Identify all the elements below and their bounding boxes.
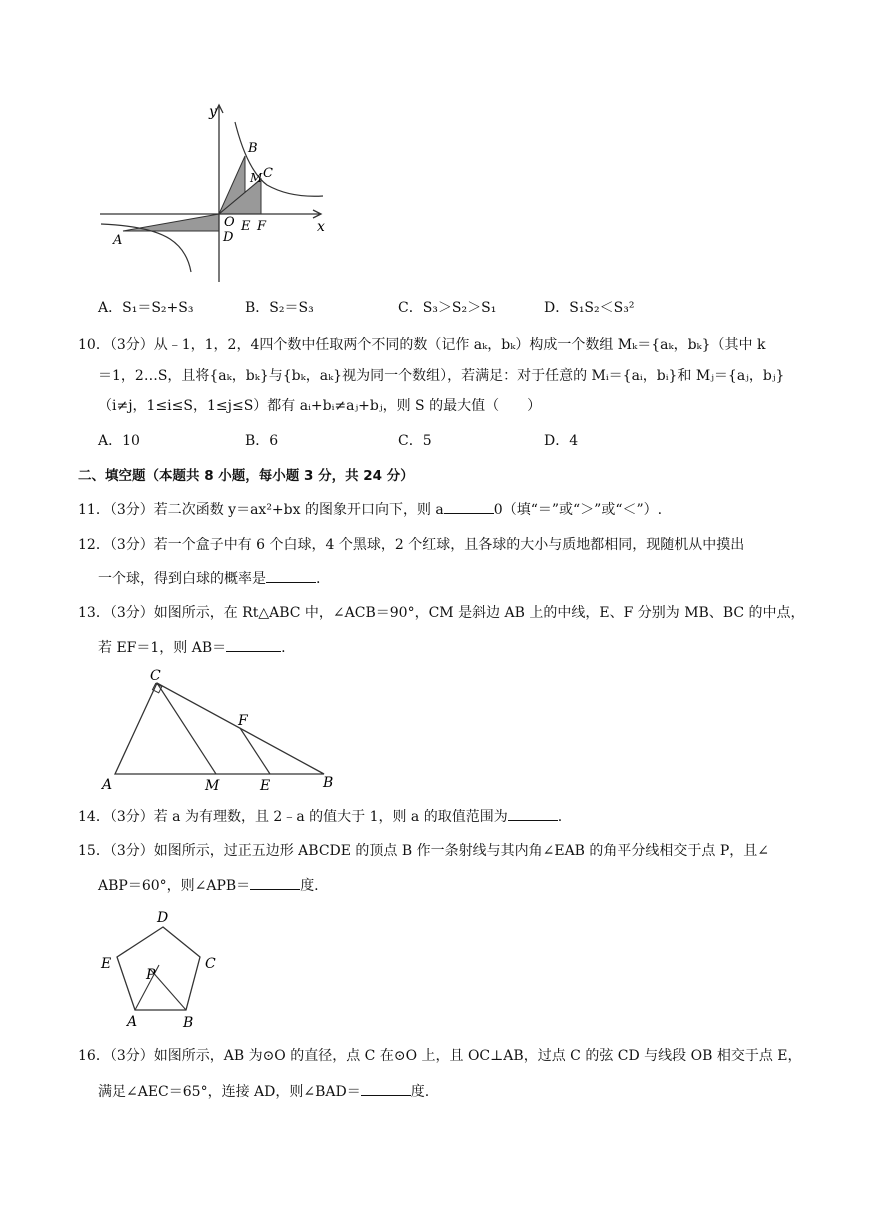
label-a: A	[127, 1014, 138, 1030]
label-e: E	[260, 778, 271, 794]
q14-text-after: .	[557, 809, 563, 825]
q10-line-2: ＝1，2…S，且将{aₖ，bₖ}与{bₖ，aₖ}视为同一个数组），若满足：对于任意的 Mᵢ＝{aᵢ，bᵢ}和 Mⱼ＝{aⱼ，bⱼ}	[98, 368, 785, 384]
triangle-abc	[115, 683, 324, 774]
figure-q9-graph	[95, 100, 335, 285]
q9-option-c: C．S₃＞S₂＞S₁	[398, 300, 497, 316]
label-a: A	[102, 777, 113, 793]
label-c: C	[205, 956, 216, 972]
label-d: D	[157, 910, 169, 926]
label-b: B	[183, 1015, 194, 1031]
label-m: M	[250, 171, 263, 185]
figure-q15-pentagon	[95, 905, 225, 1033]
section-2-heading: 二、填空题（本题共 8 小题，每小题 3 分，共 24 分）	[78, 468, 414, 484]
label-c: C	[150, 668, 161, 684]
q9-option-a: A．S₁＝S₂+S₃	[98, 300, 194, 316]
figure-q13-triangle	[95, 665, 345, 795]
label-f: F	[257, 219, 267, 234]
q16-answer-blank	[361, 1081, 411, 1096]
label-f: F	[238, 713, 248, 729]
q16-line-2	[98, 1081, 429, 1102]
segment-cm	[157, 683, 216, 774]
label-b: B	[323, 775, 334, 791]
q16-text-before: 满足∠AEC＝65°，连接 AD，则∠BAD＝	[98, 1084, 361, 1100]
label-b: B	[248, 141, 258, 156]
label-d: D	[223, 230, 234, 245]
q11-text-after: 0（填“＝”或“＞”或“＜”）.	[493, 502, 663, 518]
q14-text-before: 14．（3分）若 a 为有理数，且 2﹣a 的值大于 1，则 a 的取值范围为	[78, 809, 508, 825]
q12-answer-blank	[266, 568, 316, 583]
q16-line-1: 16．（3分）如图所示，AB 为⊙O 的直径，点 C 在⊙O 上，且 OC⊥AB，过点 C 的弦 CD 与线段 OB 相交于点 E，	[78, 1048, 802, 1064]
q9-option-d: D．S₁S₂＜S₃²	[544, 300, 635, 316]
pentagon-abcde	[117, 927, 200, 1010]
q13-line-2	[98, 637, 286, 658]
q13-answer-blank	[226, 637, 281, 652]
q10-option-d: D．4	[544, 433, 579, 449]
q10-line-3: （i≠j，1≤i≤S，1≤j≤S）都有 aᵢ+bᵢ≠aⱼ+bⱼ，则 S 的最大值（ ）	[98, 398, 542, 414]
label-c: C	[263, 166, 273, 181]
label-e: E	[101, 956, 112, 972]
q15-text-before: ABP＝60°，则∠APB＝	[98, 878, 251, 894]
q16-text-after: 度.	[410, 1084, 430, 1100]
label-p: P	[146, 967, 156, 983]
q15-line-2	[98, 875, 319, 896]
label-m: M	[205, 778, 220, 794]
q11	[78, 499, 662, 520]
q10-option-c: C．5	[398, 433, 432, 449]
q12-text-before: 一个球，得到白球的概率是	[98, 571, 266, 587]
label-a: A	[113, 233, 123, 248]
label-y: y	[209, 104, 217, 120]
q11-text-before: 11．（3分）若二次函数 y＝ax²+bx 的图象开口向下，则 a	[78, 502, 444, 518]
q10-option-a: A．10	[98, 433, 140, 449]
q12-line-2	[98, 568, 320, 589]
q12-line-1: 12．（3分）若一个盒子中有 6 个白球，4 个黑球，2 个红球，且各球的大小与质地都相同，现随机从中摸出	[78, 537, 745, 553]
label-o: O	[224, 215, 235, 230]
q14	[78, 806, 562, 827]
q9-option-b: B．S₂＝S₃	[245, 300, 314, 316]
q13-line-1: 13．（3分）如图所示，在 Rt△ABC 中，∠ACB＝90°，CM 是斜边 AB 上的中线，E、F 分别为 MB、BC 的中点，	[78, 605, 805, 621]
q14-answer-blank	[508, 806, 558, 821]
q13-text-before: 若 EF＝1，则 AB＝	[98, 640, 227, 656]
q15-answer-blank	[250, 875, 300, 890]
label-e: E	[241, 219, 251, 234]
q13-text-after: .	[281, 640, 286, 656]
label-x: x	[317, 219, 325, 235]
q12-text-after: .	[316, 571, 321, 587]
hyperbola-right-branch	[235, 122, 323, 196]
q15-text-after: 度.	[300, 878, 319, 894]
q15-line-1: 15．（3分）如图所示，过正五边形 ABCDE 的顶点 B 作一条射线与其内角∠EAB 的角平分线相交于点 P，且∠	[78, 843, 770, 859]
q10-line-1: 10．（3分）从﹣1，1，2，4四个数中任取两个不同的数（记作 aₖ，bₖ）构成一个数组 Mₖ＝{aₖ，bₖ}（其中 k	[78, 337, 766, 353]
q11-answer-blank	[444, 499, 494, 514]
shaded-triangle-aod	[123, 214, 219, 231]
segment-fe	[240, 728, 270, 774]
q10-option-b: B．6	[245, 433, 279, 449]
